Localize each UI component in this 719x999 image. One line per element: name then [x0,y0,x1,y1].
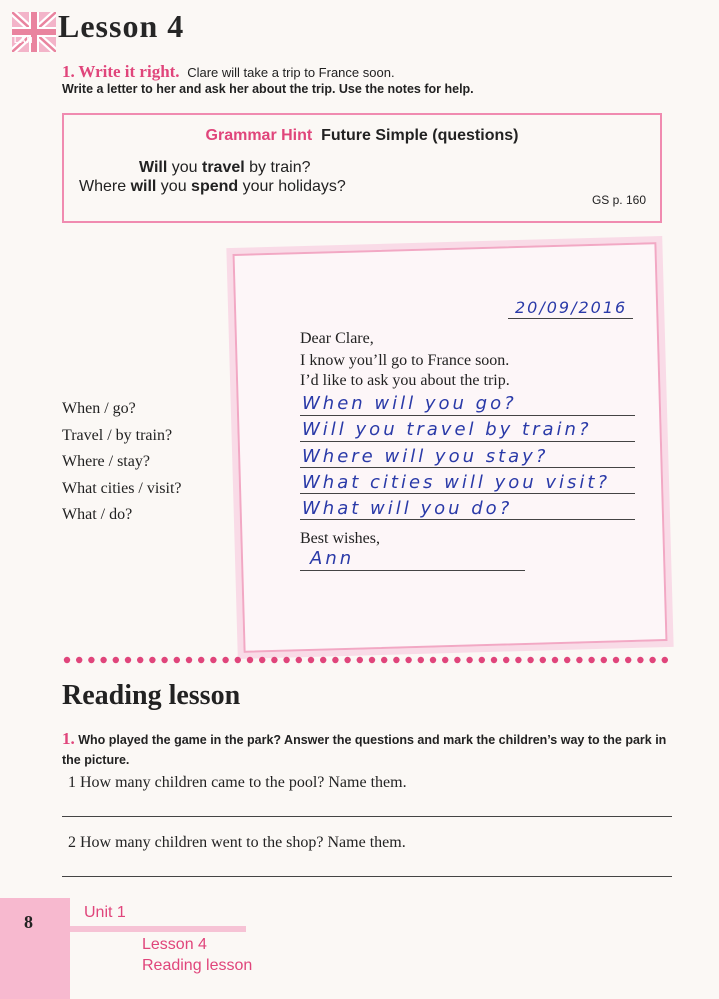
divider-dot [76,657,82,663]
divider-dot [369,657,375,663]
answer-line: What will you do? [302,498,513,519]
reading-question-1: 1 How many children came to the pool? Name them. [68,774,407,791]
answer-underline [300,467,635,468]
divider-dot [479,657,485,663]
note-item: Where / stay? [62,453,150,470]
note-item: Travel / by train? [62,427,173,444]
divider-dot [418,657,424,663]
divider-dot [320,657,326,663]
answer-line-1[interactable] [62,816,672,817]
answer-line: Where will you stay? [302,446,549,467]
example-text: you [167,159,202,176]
reading-lesson-title: Reading lesson [62,680,241,711]
dotted-divider [62,654,672,666]
uk-flag-icon [12,12,56,52]
divider-dot [332,657,338,663]
page-number: 8 [24,912,33,932]
answer-underline [300,493,635,494]
divider-dot [662,657,668,663]
example-keyword: travel [201,159,245,176]
divider-dot [113,657,119,663]
divider-dot [601,657,607,663]
divider-dot [149,657,155,663]
divider-dot [247,657,253,663]
divider-dot [552,657,558,663]
answer-line: When will you go? [302,393,517,414]
divider-dot [503,657,509,663]
grammar-topic: Future Simple (questions) [321,127,519,144]
divider-dot [576,657,582,663]
task1-instruction: Write a letter to her and ask her about the trip. Use the notes for help. [62,82,474,96]
divider-dot [222,657,228,663]
answer-line: What cities will you visit? [302,472,611,493]
example-text: your holidays? [238,178,346,195]
grammar-hint-label: Grammar Hint [205,127,313,144]
divider-dot [271,657,277,663]
divider-dot [515,657,521,663]
answer-line-2[interactable] [62,876,672,877]
divider-dot [405,657,411,663]
reading-question-2: 2 How many children went to the shop? Name them. [68,834,406,851]
grammar-hint-box [62,113,662,223]
footer-unit: Unit 1 [84,904,126,921]
example-text: you [156,178,192,195]
example-keyword: Will [139,159,168,176]
page-number-tab [0,898,70,999]
divider-dot [100,657,106,663]
divider-dot [454,657,460,663]
example-text: Where [79,178,131,195]
answer-underline [300,519,635,520]
divider-dot [235,657,241,663]
grammar-example-1 [139,159,311,177]
divider-dot [210,657,216,663]
grammar-hint-title [64,127,660,145]
reading-task-1 [62,729,682,770]
example-text: by train? [244,159,311,176]
divider-dot [296,657,302,663]
task1-intro: Clare will take a trip to France soon. [187,65,395,80]
divider-dot [637,657,643,663]
grammar-example-2 [79,178,346,196]
task1-heading: Write it right. [78,62,180,81]
divider-dot [540,657,546,663]
divider-dot [625,657,631,663]
task1-heading-line [62,62,395,82]
divider-dot [125,657,131,663]
note-item: What / do? [62,506,133,523]
divider-dot [64,657,70,663]
divider-dot [174,657,180,663]
divider-dot [88,657,94,663]
divider-dot [613,657,619,663]
divider-dot [198,657,204,663]
letter-greeting: Dear Clare, [300,330,374,347]
letter-closing: Best wishes, [300,530,380,547]
divider-dot [527,657,533,663]
answer-underline [300,415,635,416]
footer-lesson: Lesson 4 [142,936,207,953]
divider-dot [344,657,350,663]
divider-dot [564,657,570,663]
divider-dot [308,657,314,663]
unit-bar [70,926,246,932]
divider-dot [381,657,387,663]
letter-line-1: I know you’ll go to France soon. [300,352,510,369]
divider-dot [186,657,192,663]
divider-dot [357,657,363,663]
divider-dot [588,657,594,663]
divider-dot [283,657,289,663]
divider-dot [466,657,472,663]
letter-line-2: I’d like to ask you about the trip. [300,372,510,389]
divider-dot [649,657,655,663]
letter-signature: Ann [310,548,355,569]
footer-reading: Reading lesson [142,957,253,974]
grammar-reference: GS p. 160 [591,193,646,207]
reading-task-number: 1. [62,729,75,748]
note-item: When / go? [62,400,136,417]
note-item: What cities / visit? [62,480,182,497]
letter-date: 20/09/2016 [515,298,628,317]
date-underline [508,318,633,319]
divider-dot [161,657,167,663]
divider-dot [491,657,497,663]
answer-underline [300,441,635,442]
reading-task-question: Who played the game in the park? Answer the questions and mark the children’s way to the park in the picture. [62,733,667,767]
answer-line: Will you travel by train? [302,419,592,440]
divider-dot [442,657,448,663]
signature-underline [300,570,525,571]
divider-dot [393,657,399,663]
page-title: Lesson 4 [58,8,185,44]
task1-number: 1. [62,62,75,81]
example-keyword: will [130,178,157,195]
divider-dot [259,657,265,663]
example-keyword: spend [191,178,239,195]
divider-dot [137,657,143,663]
divider-dot [430,657,436,663]
flag-badge-text: LAN [14,36,34,45]
